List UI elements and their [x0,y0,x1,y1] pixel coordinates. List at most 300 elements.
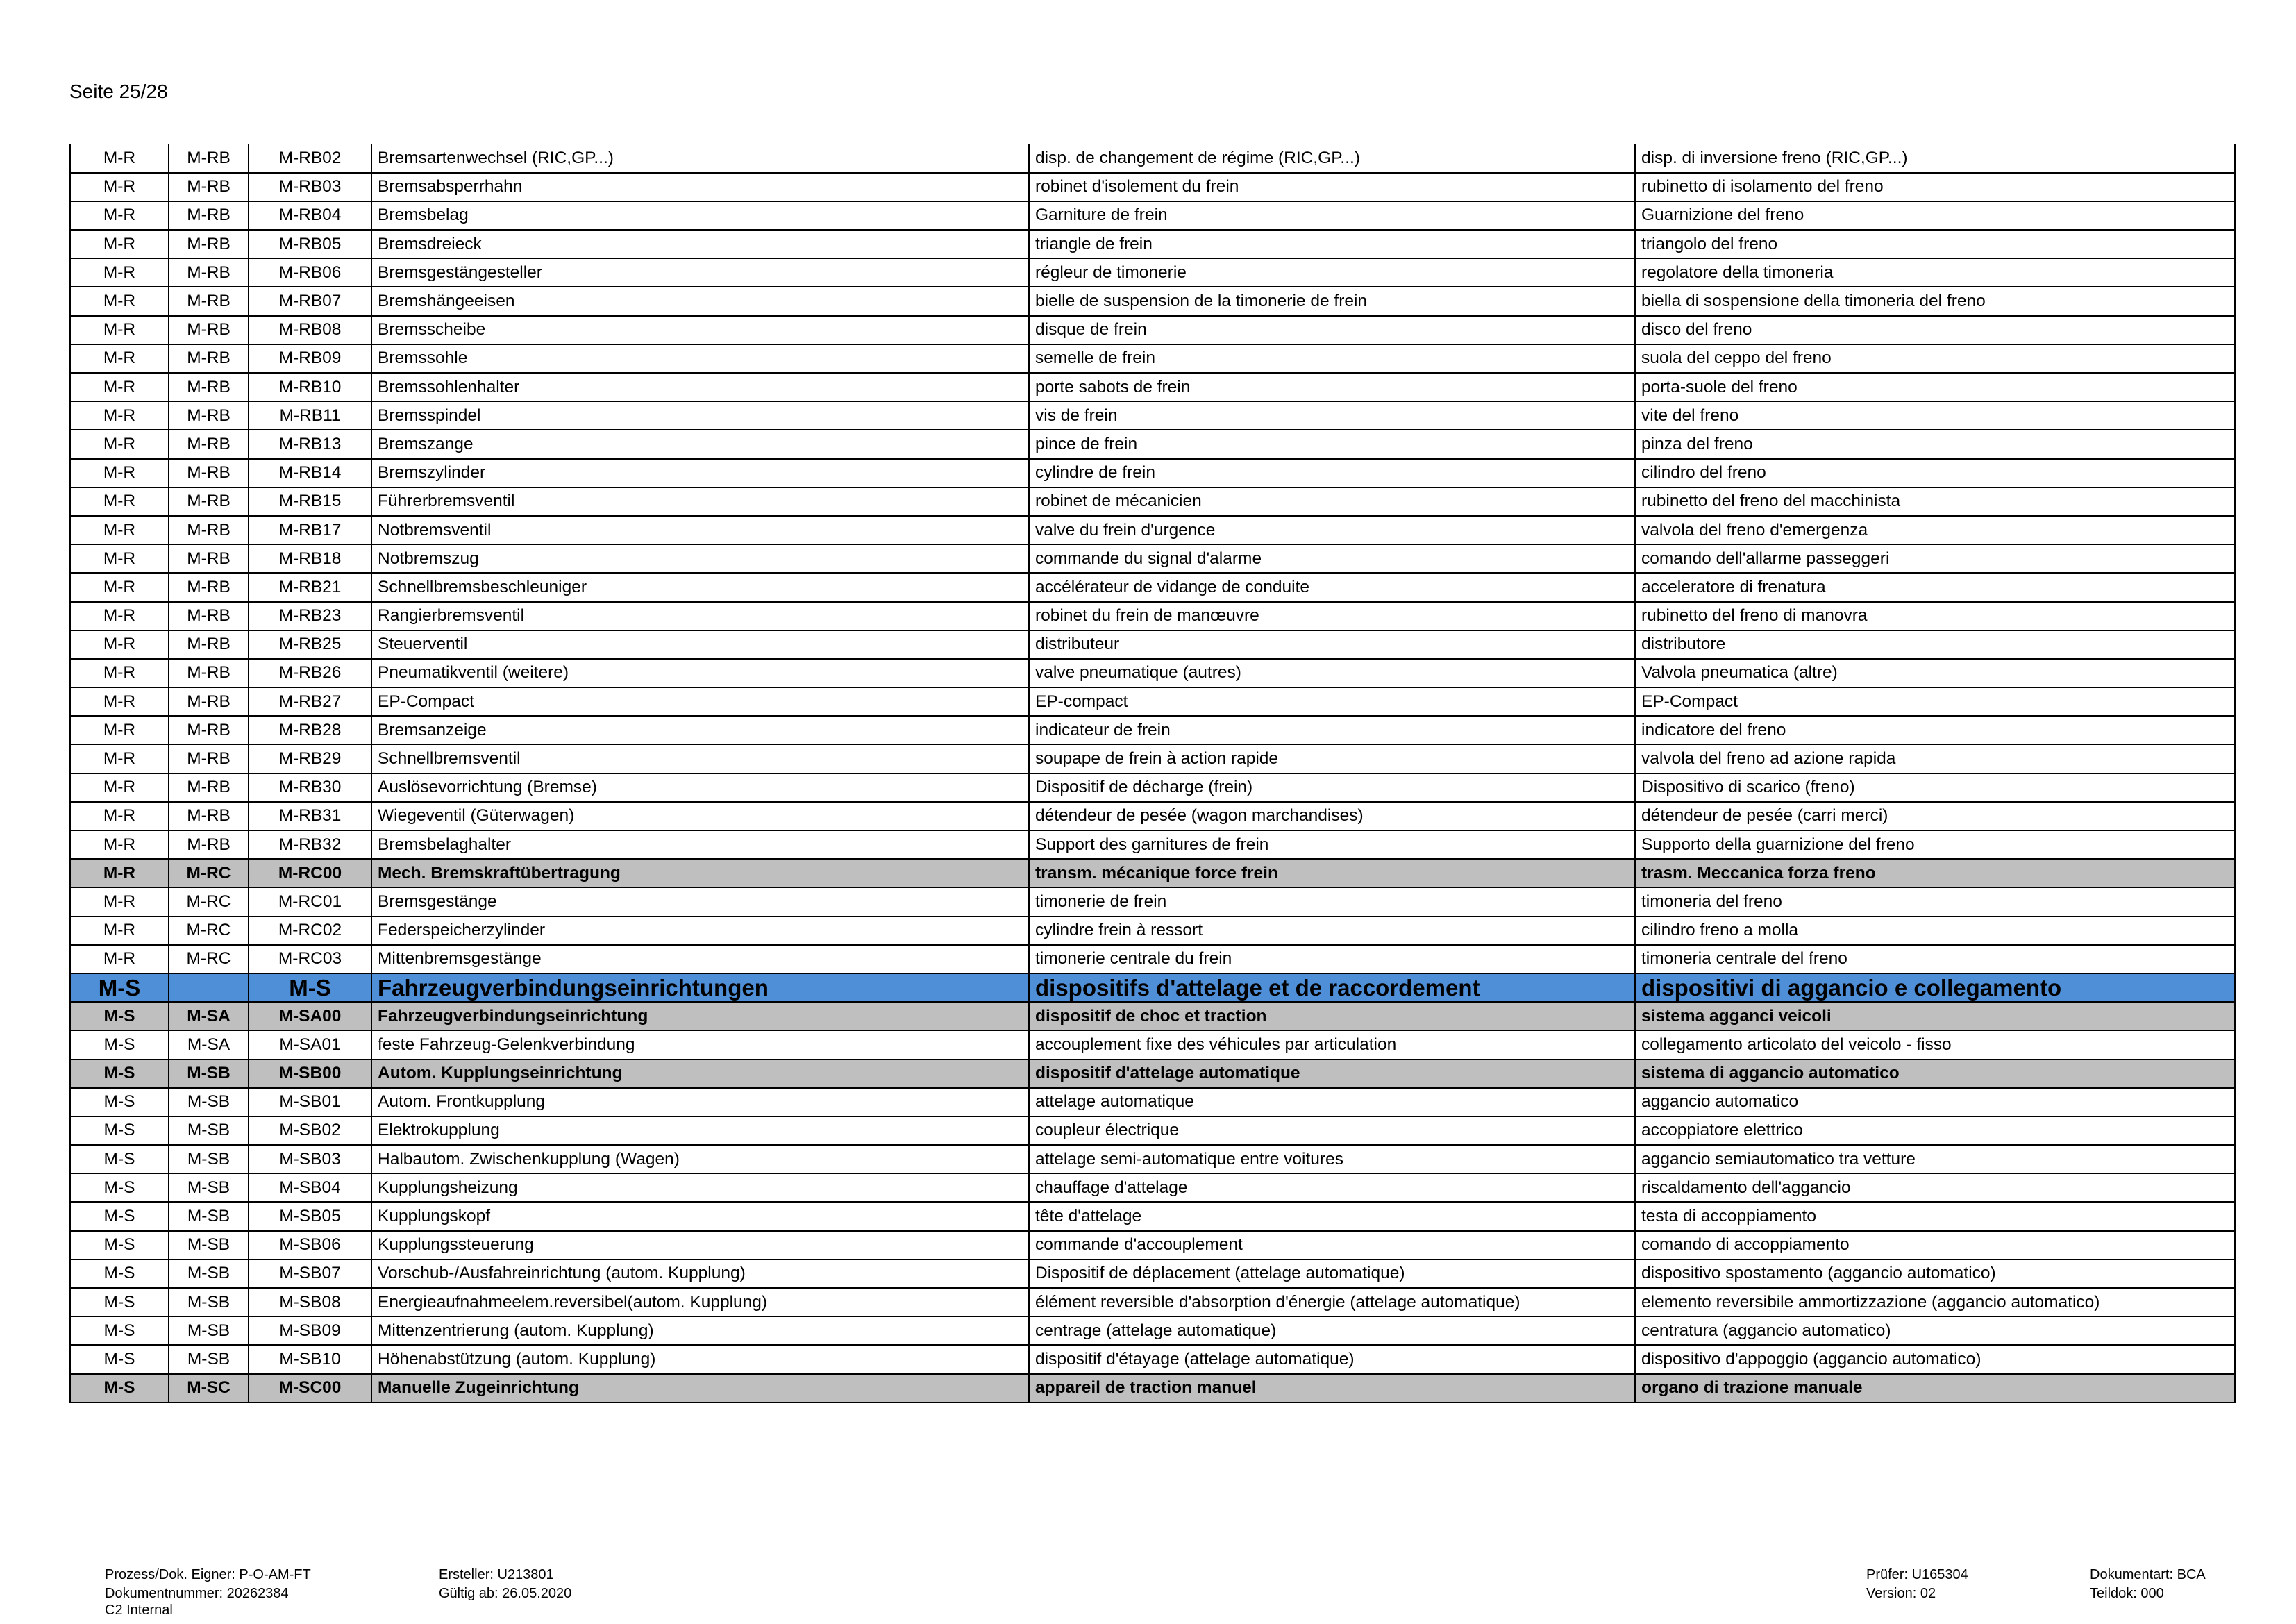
subgroup-code-cell [169,973,249,1002]
subgroup-code-cell: M-RB [169,316,249,344]
german-term-cell: Kupplungssteuerung [371,1231,1029,1259]
group-code-cell: M-S [70,1202,169,1230]
group-code-cell: M-S [70,1231,169,1259]
group-code-cell: M-S [70,1173,169,1202]
subgroup-code-cell: M-RB [169,487,249,516]
german-term-cell: Manuelle Zugeinrichtung [371,1374,1029,1403]
group-code-cell: M-R [70,916,169,945]
table-row [70,544,2235,573]
french-term-cell: pince de frein [1029,430,1635,458]
table-row [70,459,2235,487]
footer-reviewer-block [1866,1566,1968,1603]
italian-term-cell: organo di trazione manuale [1635,1374,2235,1403]
german-term-cell: Führerbremsventil [371,487,1029,516]
german-term-cell: Bremsbelaghalter [371,830,1029,859]
italian-term-cell: rubinetto del freno di manovra [1635,602,2235,630]
subgroup-code-cell: M-RC [169,916,249,945]
german-term-cell: Autom. Frontkupplung [371,1088,1029,1116]
german-term-cell: Bremsspindel [371,401,1029,430]
group-code-cell: M-S [70,1116,169,1145]
german-term-cell: Halbautom. Zwischenkupplung (Wagen) [371,1145,1029,1173]
french-term-cell: triangle de frein [1029,230,1635,258]
footer-doc-number: Dokumentnummer: 20262384 [105,1586,289,1601]
table-row [70,401,2235,430]
french-term-cell: disque de frein [1029,316,1635,344]
subgroup-code-cell: M-SC [169,1374,249,1403]
french-term-cell: détendeur de pesée (wagon marchandises) [1029,802,1635,830]
subgroup-code-cell: M-RB [169,830,249,859]
french-term-cell: cylindre de frein [1029,459,1635,487]
table-row [70,1231,2235,1259]
subgroup-code-cell: M-SB [169,1060,249,1088]
group-code-cell: M-S [70,1345,169,1373]
item-code-cell: M-RB14 [249,459,371,487]
footer-part-doc: Teildok: 000 [2090,1586,2164,1601]
group-code-cell: M-R [70,887,169,916]
table-row [70,487,2235,516]
german-term-cell: EP-Compact [371,687,1029,716]
german-term-cell: Steuerventil [371,630,1029,659]
table-row [70,802,2235,830]
table-row [70,316,2235,344]
footer-author-block [439,1566,571,1603]
french-term-cell: commande du signal d'alarme [1029,544,1635,573]
italian-term-cell: comando dell'allarme passeggeri [1635,544,2235,573]
item-code-cell: M-SB07 [249,1259,371,1288]
german-term-cell: Notbremsventil [371,516,1029,544]
german-term-cell: Bremsbelag [371,201,1029,230]
italian-term-cell: dispositivi di aggancio e collegamento [1635,973,2235,1002]
german-term-cell: Mech. Bremskraftübertragung [371,859,1029,887]
group-code-cell: M-R [70,744,169,773]
item-code-cell: M-SB06 [249,1231,371,1259]
group-code-cell: M-R [70,830,169,859]
item-code-cell: M-RB04 [249,201,371,230]
table-row [70,1202,2235,1230]
item-code-cell: M-RB25 [249,630,371,659]
subgroup-code-cell: M-SB [169,1231,249,1259]
group-code-cell: M-R [70,401,169,430]
german-term-cell: Bremsscheibe [371,316,1029,344]
french-term-cell: coupleur électrique [1029,1116,1635,1145]
group-code-cell: M-R [70,945,169,973]
german-term-cell: Bremszylinder [371,459,1029,487]
german-term-cell: Fahrzeugverbindungseinrichtungen [371,973,1029,1002]
french-term-cell: chauffage d'attelage [1029,1173,1635,1202]
group-code-cell: M-S [70,1145,169,1173]
item-code-cell: M-RC01 [249,887,371,916]
german-term-cell: Schnellbremsbeschleuniger [371,573,1029,601]
footer-doctype-block [2090,1566,2206,1603]
item-code-cell: M-SB08 [249,1288,371,1316]
item-code-cell: M-RB10 [249,373,371,401]
german-term-cell: Federspeicherzylinder [371,916,1029,945]
italian-term-cell: dispositivo spostamento (aggancio automatico) [1635,1259,2235,1288]
french-term-cell: commande d'accouplement [1029,1231,1635,1259]
item-code-cell: M-RC03 [249,945,371,973]
italian-term-cell: suola del ceppo del freno [1635,344,2235,373]
category-header-row [70,973,2235,1002]
item-code-cell: M-SB10 [249,1345,371,1373]
footer-version: Version: 02 [1866,1586,1936,1601]
french-term-cell: régleur de timonerie [1029,258,1635,287]
group-code-cell: M-S [70,1060,169,1088]
group-code-cell: M-R [70,173,169,201]
table-row [70,1316,2235,1345]
german-term-cell: Bremsartenwechsel (RIC,GP...) [371,144,1029,173]
french-term-cell: valve du frein d'urgence [1029,516,1635,544]
italian-term-cell: sistema agganci veicoli [1635,1002,2235,1030]
italian-term-cell: disco del freno [1635,316,2235,344]
subgroup-code-cell: M-RB [169,430,249,458]
subgroup-code-cell: M-RB [169,230,249,258]
item-code-cell: M-RB06 [249,258,371,287]
italian-term-cell: elemento reversibile ammortizzazione (aggancio automatico) [1635,1288,2235,1316]
group-code-cell: M-R [70,659,169,687]
glossary-table [69,144,2236,1403]
italian-term-cell: valvola del freno ad azione rapida [1635,744,2235,773]
french-term-cell: dispositif de choc et traction [1029,1002,1635,1030]
subgroup-code-cell: M-SB [169,1173,249,1202]
section-row [70,859,2235,887]
subgroup-code-cell: M-SB [169,1259,249,1288]
table-row [70,430,2235,458]
item-code-cell: M-RB18 [249,544,371,573]
italian-term-cell: indicatore del freno [1635,716,2235,744]
table-row [70,659,2235,687]
item-code-cell: M-RB17 [249,516,371,544]
group-code-cell: M-S [70,1316,169,1345]
german-term-cell: Bremsgestängesteller [371,258,1029,287]
italian-term-cell: dispositivo d'appoggio (aggancio automatico) [1635,1345,2235,1373]
group-code-cell: M-R [70,630,169,659]
group-code-cell: M-R [70,430,169,458]
group-code-cell: M-S [70,973,169,1002]
subgroup-code-cell: M-RB [169,201,249,230]
subgroup-code-cell: M-RB [169,773,249,802]
italian-term-cell: EP-Compact [1635,687,2235,716]
subgroup-code-cell: M-RB [169,659,249,687]
footer-valid-from: Gültig ab: 26.05.2020 [439,1586,572,1601]
item-code-cell: M-RB28 [249,716,371,744]
italian-term-cell: collegamento articolato del veicolo - fisso [1635,1030,2235,1059]
italian-term-cell: biella di sospensione della timoneria del freno [1635,287,2235,315]
subgroup-code-cell: M-RB [169,544,249,573]
french-term-cell: vis de frein [1029,401,1635,430]
subgroup-code-cell: M-RB [169,802,249,830]
french-term-cell: EP-compact [1029,687,1635,716]
subgroup-code-cell: M-RB [169,516,249,544]
item-code-cell: M-RB03 [249,173,371,201]
french-term-cell: centrage (attelage automatique) [1029,1316,1635,1345]
group-code-cell: M-R [70,287,169,315]
group-code-cell: M-R [70,716,169,744]
italian-term-cell: pinza del freno [1635,430,2235,458]
section-row [70,1060,2235,1088]
german-term-cell: Fahrzeugverbindungseinrichtung [371,1002,1029,1030]
group-code-cell: M-R [70,516,169,544]
german-term-cell: Bremsdreieck [371,230,1029,258]
french-term-cell: Dispositif de déplacement (attelage automatique) [1029,1259,1635,1288]
french-term-cell: Support des garnitures de frein [1029,830,1635,859]
french-term-cell: Garniture de frein [1029,201,1635,230]
french-term-cell: élément reversible d'absorption d'énergie (attelage automatique) [1029,1288,1635,1316]
french-term-cell: robinet de mécanicien [1029,487,1635,516]
footer-author: Ersteller: U213801 [439,1567,554,1582]
italian-term-cell: Guarnizione del freno [1635,201,2235,230]
italian-term-cell: Dispositivo di scarico (freno) [1635,773,2235,802]
group-code-cell: M-R [70,459,169,487]
group-code-cell: M-R [70,487,169,516]
subgroup-code-cell: M-RB [169,716,249,744]
french-term-cell: transm. mécanique force frein [1029,859,1635,887]
subgroup-code-cell: M-SB [169,1116,249,1145]
item-code-cell: M-RB02 [249,144,371,173]
german-term-cell: Autom. Kupplungseinrichtung [371,1060,1029,1088]
item-code-cell: M-RB13 [249,430,371,458]
subgroup-code-cell: M-RC [169,859,249,887]
german-term-cell: Mittenzentrierung (autom. Kupplung) [371,1316,1029,1345]
french-term-cell: attelage semi-automatique entre voitures [1029,1145,1635,1173]
table-row [70,1116,2235,1145]
table-row [70,230,2235,258]
italian-term-cell: aggancio automatico [1635,1088,2235,1116]
item-code-cell: M-SA00 [249,1002,371,1030]
group-code-cell: M-R [70,802,169,830]
group-code-cell: M-R [70,316,169,344]
item-code-cell: M-SB05 [249,1202,371,1230]
german-term-cell: Bremsanzeige [371,716,1029,744]
table-row [70,344,2235,373]
subgroup-code-cell: M-RB [169,630,249,659]
subgroup-code-cell: M-RB [169,602,249,630]
item-code-cell: M-RB15 [249,487,371,516]
subgroup-code-cell: M-RB [169,373,249,401]
table-row [70,744,2235,773]
footer-classification: C2 Internal [105,1602,173,1618]
item-code-cell: M-RC00 [249,859,371,887]
item-code-cell: M-RB26 [249,659,371,687]
section-row [70,1002,2235,1030]
item-code-cell: M-RB08 [249,316,371,344]
italian-term-cell: Valvola pneumatica (altre) [1635,659,2235,687]
subgroup-code-cell: M-SA [169,1002,249,1030]
table-row [70,887,2235,916]
table-row [70,516,2235,544]
item-code-cell: M-RB31 [249,802,371,830]
subgroup-code-cell: M-SB [169,1316,249,1345]
italian-term-cell: porta-suole del freno [1635,373,2235,401]
group-code-cell: M-R [70,344,169,373]
italian-term-cell: Supporto della guarnizione del freno [1635,830,2235,859]
item-code-cell: M-SB02 [249,1116,371,1145]
item-code-cell: M-RB30 [249,773,371,802]
german-term-cell: Höhenabstützung (autom. Kupplung) [371,1345,1029,1373]
table-row [70,830,2235,859]
italian-term-cell: trasm. Meccanica forza freno [1635,859,2235,887]
french-term-cell: dispositif d'étayage (attelage automatique) [1029,1345,1635,1373]
table-row [70,630,2235,659]
group-code-cell: M-S [70,1088,169,1116]
item-code-cell: M-SC00 [249,1374,371,1403]
subgroup-code-cell: M-SB [169,1145,249,1173]
subgroup-code-cell: M-RC [169,887,249,916]
subgroup-code-cell: M-RB [169,687,249,716]
footer-owner: Prozess/Dok. Eigner: P-O-AM-FT [105,1567,311,1582]
table-row [70,201,2235,230]
french-term-cell: robinet d'isolement du frein [1029,173,1635,201]
french-term-cell: disp. de changement de régime (RIC,GP...) [1029,144,1635,173]
italian-term-cell: timoneria centrale del freno [1635,945,2235,973]
french-term-cell: robinet du frein de manœuvre [1029,602,1635,630]
german-term-cell: Schnellbremsventil [371,744,1029,773]
subgroup-code-cell: M-SB [169,1202,249,1230]
german-term-cell: Kupplungskopf [371,1202,1029,1230]
italian-term-cell: sistema di aggancio automatico [1635,1060,2235,1088]
table-row [70,1030,2235,1059]
french-term-cell: soupape de frein à action rapide [1029,744,1635,773]
french-term-cell: appareil de traction manuel [1029,1374,1635,1403]
item-code-cell: M-RB27 [249,687,371,716]
item-code-cell: M-SA01 [249,1030,371,1059]
french-term-cell: timonerie de frein [1029,887,1635,916]
item-code-cell: M-RB09 [249,344,371,373]
table-row [70,1088,2235,1116]
group-code-cell: M-R [70,687,169,716]
french-term-cell: dispositif d'attelage automatique [1029,1060,1635,1088]
german-term-cell: feste Fahrzeug-Gelenkverbindung [371,1030,1029,1059]
section-row [70,1374,2235,1403]
item-code-cell: M-RB32 [249,830,371,859]
item-code-cell: M-RB29 [249,744,371,773]
subgroup-code-cell: M-SB [169,1088,249,1116]
table-row [70,573,2235,601]
group-code-cell: M-R [70,230,169,258]
french-term-cell: dispositifs d'attelage et de raccordement [1029,973,1635,1002]
subgroup-code-cell: M-RB [169,144,249,173]
italian-term-cell: comando di accoppiamento [1635,1231,2235,1259]
german-term-cell: Bremshängeeisen [371,287,1029,315]
subgroup-code-cell: M-RC [169,945,249,973]
table-row [70,602,2235,630]
group-code-cell: M-R [70,573,169,601]
german-term-cell: Pneumatikventil (weitere) [371,659,1029,687]
footer-reviewer: Prüfer: U165304 [1866,1567,1968,1582]
table-row [70,916,2235,945]
german-term-cell: Elektrokupplung [371,1116,1029,1145]
italian-term-cell: timoneria del freno [1635,887,2235,916]
italian-term-cell: aggancio semiautomatico tra vetture [1635,1145,2235,1173]
group-code-cell: M-R [70,373,169,401]
italian-term-cell: valvola del freno d'emergenza [1635,516,2235,544]
table-row [70,945,2235,973]
italian-term-cell: centratura (aggancio automatico) [1635,1316,2235,1345]
group-code-cell: M-R [70,144,169,173]
french-term-cell: attelage automatique [1029,1088,1635,1116]
french-term-cell: cylindre frein à ressort [1029,916,1635,945]
italian-term-cell: cilindro del freno [1635,459,2235,487]
group-code-cell: M-R [70,544,169,573]
group-code-cell: M-R [70,258,169,287]
german-term-cell: Energieaufnahmeelem.reversibel(autom. Kupplung) [371,1288,1029,1316]
french-term-cell: distributeur [1029,630,1635,659]
french-term-cell: valve pneumatique (autres) [1029,659,1635,687]
german-term-cell: Mittenbremsgestänge [371,945,1029,973]
table-row [70,1173,2235,1202]
table-row [70,1259,2235,1288]
table-row [70,144,2235,173]
table-row [70,1345,2235,1373]
german-term-cell: Bremssohle [371,344,1029,373]
subgroup-code-cell: M-RB [169,344,249,373]
italian-term-cell: cilindro freno a molla [1635,916,2235,945]
german-term-cell: Vorschub-/Ausfahreinrichtung (autom. Kupplung) [371,1259,1029,1288]
group-code-cell: M-R [70,773,169,802]
page-number-label: Seite 25/28 [69,81,168,102]
group-code-cell: M-R [70,602,169,630]
item-code-cell: M-SB04 [249,1173,371,1202]
item-code-cell: M-S [249,973,371,1002]
item-code-cell: M-SB01 [249,1088,371,1116]
item-code-cell: M-RB11 [249,401,371,430]
item-code-cell: M-SB09 [249,1316,371,1345]
german-term-cell: Bremszange [371,430,1029,458]
group-code-cell: M-R [70,859,169,887]
italian-term-cell: acceleratore di frenatura [1635,573,2235,601]
footer-owner-block [105,1566,311,1617]
group-code-cell: M-S [70,1288,169,1316]
french-term-cell: accélérateur de vidange de conduite [1029,573,1635,601]
item-code-cell: M-SB03 [249,1145,371,1173]
group-code-cell: M-S [70,1374,169,1403]
group-code-cell: M-S [70,1002,169,1030]
subgroup-code-cell: M-RB [169,173,249,201]
german-term-cell: Kupplungsheizung [371,1173,1029,1202]
german-term-cell: Bremsabsperrhahn [371,173,1029,201]
italian-term-cell: rubinetto di isolamento del freno [1635,173,2235,201]
subgroup-code-cell: M-RB [169,287,249,315]
table-row [70,773,2235,802]
item-code-cell: M-RB07 [249,287,371,315]
item-code-cell: M-RB21 [249,573,371,601]
french-term-cell: Dispositif de décharge (frein) [1029,773,1635,802]
german-term-cell: Bremsgestänge [371,887,1029,916]
subgroup-code-cell: M-RB [169,459,249,487]
item-code-cell: M-SB00 [249,1060,371,1088]
french-term-cell: timonerie centrale du frein [1029,945,1635,973]
group-code-cell: M-S [70,1259,169,1288]
french-term-cell: tête d'attelage [1029,1202,1635,1230]
italian-term-cell: accoppiatore elettrico [1635,1116,2235,1145]
french-term-cell: semelle de frein [1029,344,1635,373]
item-code-cell: M-RB05 [249,230,371,258]
french-term-cell: bielle de suspension de la timonerie de frein [1029,287,1635,315]
subgroup-code-cell: M-RB [169,258,249,287]
italian-term-cell: disp. di inversione freno (RIC,GP...) [1635,144,2235,173]
french-term-cell: indicateur de frein [1029,716,1635,744]
italian-term-cell: distributore [1635,630,2235,659]
german-term-cell: Rangierbremsventil [371,602,1029,630]
italian-term-cell: vite del freno [1635,401,2235,430]
table-row [70,258,2235,287]
group-code-cell: M-R [70,201,169,230]
table-row [70,1145,2235,1173]
group-code-cell: M-S [70,1030,169,1059]
item-code-cell: M-RB23 [249,602,371,630]
table-row [70,687,2235,716]
footer-doc-type: Dokumentart: BCA [2090,1567,2206,1582]
subgroup-code-cell: M-SA [169,1030,249,1059]
